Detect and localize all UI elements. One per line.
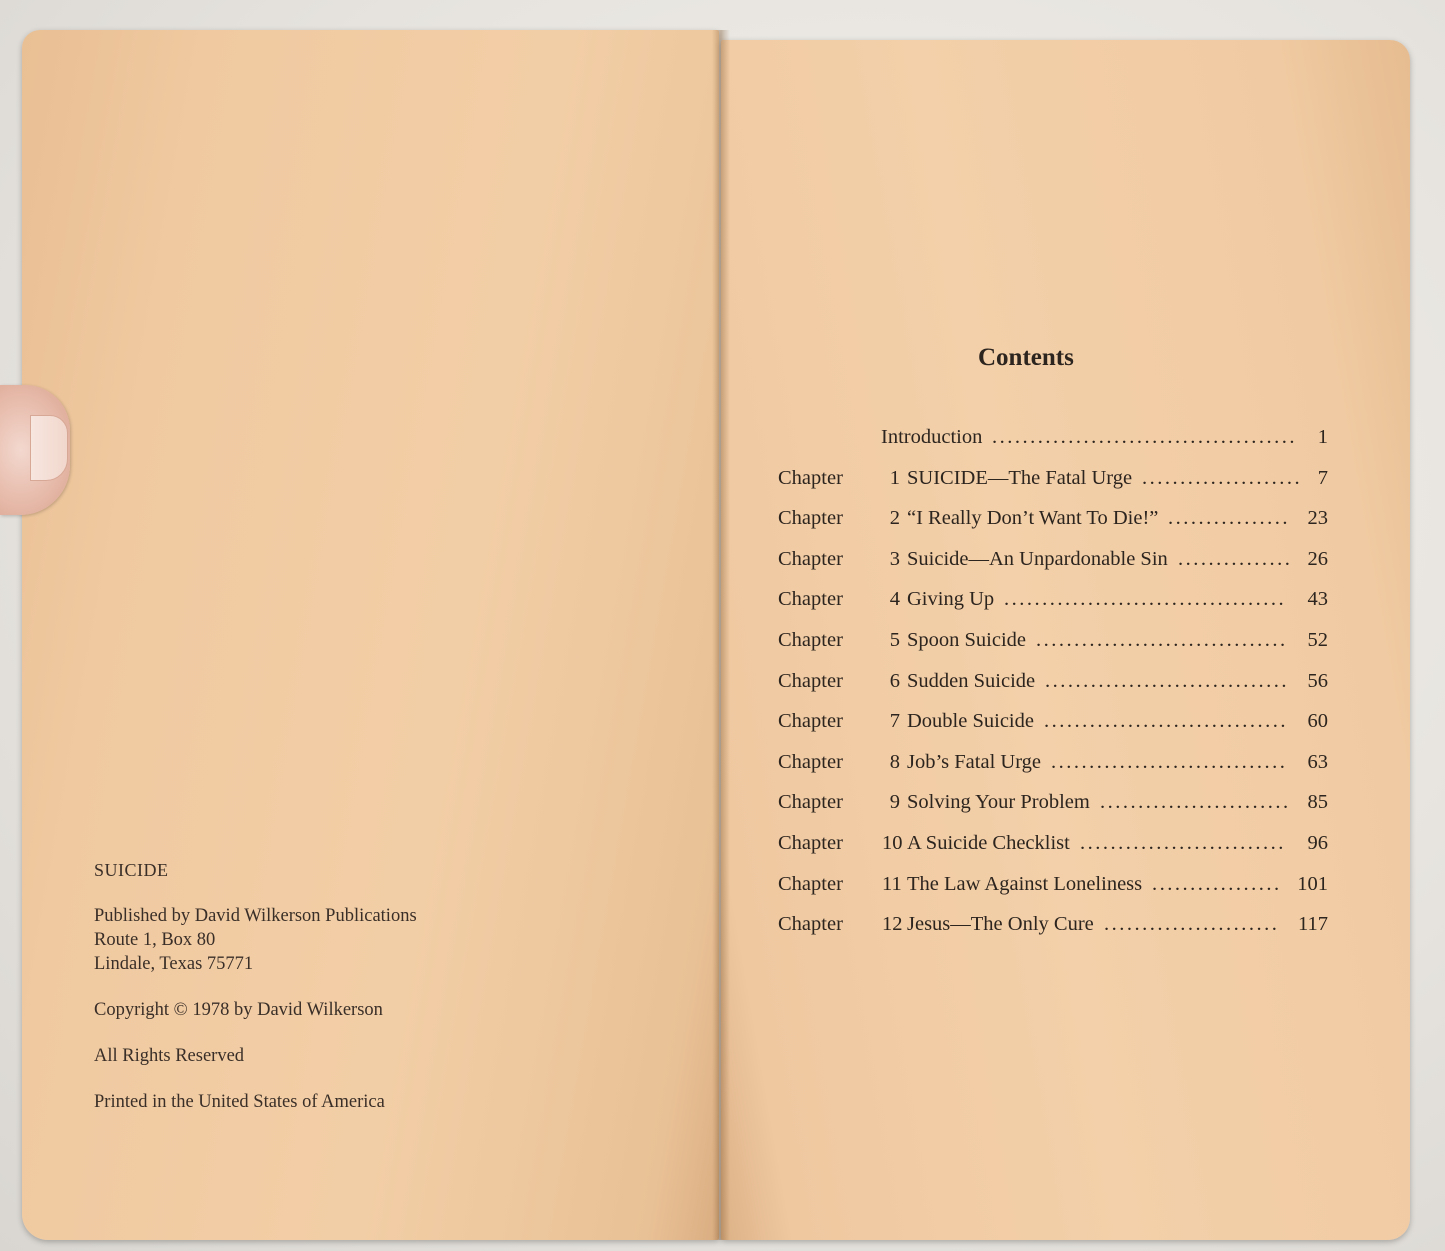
toc-title: Introduction — [881, 426, 983, 448]
toc-entry — [778, 548, 1338, 589]
toc-chapter-number: 12 — [882, 913, 903, 936]
toc-chapter-label: Chapter — [778, 507, 843, 530]
spacer — [94, 976, 654, 998]
toc-title: SUICIDE—The Fatal Urge — [907, 466, 1133, 489]
toc-chapter-label: Chapter — [778, 669, 843, 692]
toc-title: Double Suicide — [907, 710, 1034, 733]
toc-chapter-label: Chapter — [778, 710, 843, 733]
toc-entry — [778, 751, 1338, 792]
toc-leader-dots: ....................... — [1104, 913, 1280, 936]
toc-title: Jesus—The Only Cure — [907, 913, 1094, 936]
toc-entry — [778, 670, 1338, 711]
toc-leader-dots: ................................. — [1036, 628, 1288, 651]
toc-title: Spoon Suicide — [907, 628, 1027, 651]
toc-page-number: 117 — [1298, 913, 1328, 936]
toc-page-number: 1 — [1317, 426, 1328, 448]
spacer — [94, 1068, 654, 1090]
toc-leader-dots: ................................ — [1045, 669, 1289, 692]
toc-title: The Law Against Loneliness — [907, 872, 1143, 895]
toc-entry — [778, 629, 1338, 670]
toc-leader-dots: ........................................ — [992, 426, 1297, 448]
publisher-line-2: Route 1, Box 80 — [94, 930, 216, 950]
toc-page-number: 26 — [1307, 547, 1328, 570]
toc-chapter-number: 6 — [889, 669, 900, 692]
toc-title: “I Really Don’t Want To Die!” — [907, 507, 1159, 530]
toc-chapter-label: Chapter — [778, 750, 843, 773]
toc-title: Solving Your Problem — [907, 791, 1090, 814]
toc-page-number: 52 — [1307, 628, 1328, 651]
toc-chapter-label: Chapter — [778, 547, 843, 570]
toc-chapter-label: Chapter — [778, 913, 843, 936]
toc-chapter-number: 7 — [889, 710, 900, 733]
toc-chapter-number: 2 — [889, 507, 900, 530]
toc-page-number: 23 — [1307, 507, 1328, 530]
toc-leader-dots: ................................ — [1044, 710, 1288, 733]
toc-chapter-number: 5 — [889, 628, 900, 651]
toc-chapter-number: 10 — [882, 831, 903, 854]
toc-chapter-label: Chapter — [778, 791, 843, 814]
toc-chapter-number: 1 — [889, 466, 900, 489]
toc-page-number: 101 — [1297, 872, 1328, 895]
toc-page-number: 56 — [1307, 669, 1328, 692]
toc-entry — [778, 913, 1338, 954]
toc-entry — [778, 507, 1338, 548]
toc-chapter-number: 8 — [889, 750, 900, 773]
table-of-contents — [778, 426, 1338, 954]
toc-title: Job’s Fatal Urge — [907, 750, 1042, 773]
toc-page-number: 7 — [1317, 466, 1328, 489]
toc-chapter-number: 9 — [889, 791, 900, 814]
toc-page-number: 85 — [1307, 791, 1328, 814]
toc-title: Sudden Suicide — [907, 669, 1036, 692]
toc-entry — [778, 588, 1338, 629]
toc-leader-dots: ......................... — [1100, 791, 1291, 814]
toc-leader-dots: ..................... — [1142, 466, 1303, 489]
imprint-title: SUICIDE — [94, 860, 169, 880]
toc-chapter-number: 3 — [889, 547, 900, 570]
publisher-line-3: Lindale, Texas 75771 — [94, 954, 254, 974]
toc-chapter-label: Chapter — [778, 588, 843, 611]
spacer — [94, 1022, 654, 1044]
toc-entry — [778, 873, 1338, 914]
toc-entry — [778, 791, 1338, 832]
toc-page-number: 63 — [1307, 750, 1328, 773]
toc-title: Suicide—An Unpardonable Sin — [907, 547, 1168, 570]
book-gutter — [712, 30, 730, 1240]
toc-chapter-label: Chapter — [778, 872, 843, 895]
toc-chapter-label: Chapter — [778, 628, 843, 651]
toc-entry — [778, 426, 1338, 467]
contents-heading: Contents — [978, 344, 1074, 371]
imprint-block — [94, 858, 654, 1114]
toc-leader-dots: ............................... — [1051, 750, 1288, 773]
copyright-line: Copyright © 1978 by David Wilkerson — [94, 1000, 383, 1020]
thumbnail — [30, 415, 68, 481]
toc-page-number: 96 — [1307, 831, 1328, 854]
toc-entry — [778, 467, 1338, 508]
toc-title: A Suicide Checklist — [907, 831, 1070, 854]
toc-leader-dots: ................ — [1168, 507, 1290, 530]
left-page — [22, 30, 719, 1240]
toc-chapter-number: 4 — [889, 588, 900, 611]
toc-entry — [778, 832, 1338, 873]
toc-leader-dots: ........................... — [1080, 831, 1286, 854]
toc-chapter-label: Chapter — [778, 466, 843, 489]
toc-page-number: 60 — [1307, 710, 1328, 733]
publisher-line-1: Published by David Wilkerson Publications — [94, 906, 417, 926]
toc-leader-dots: ............... — [1178, 547, 1293, 570]
toc-chapter-number: 11 — [882, 872, 902, 895]
toc-leader-dots: ................. — [1152, 872, 1282, 895]
toc-chapter-label: Chapter — [778, 831, 843, 854]
toc-entry — [778, 710, 1338, 751]
toc-title: Giving Up — [907, 588, 995, 611]
rights-line: All Rights Reserved — [94, 1046, 245, 1066]
printed-line: Printed in the United States of America — [94, 1092, 385, 1112]
toc-leader-dots: ..................................... — [1004, 588, 1287, 611]
toc-page-number: 43 — [1307, 588, 1328, 611]
